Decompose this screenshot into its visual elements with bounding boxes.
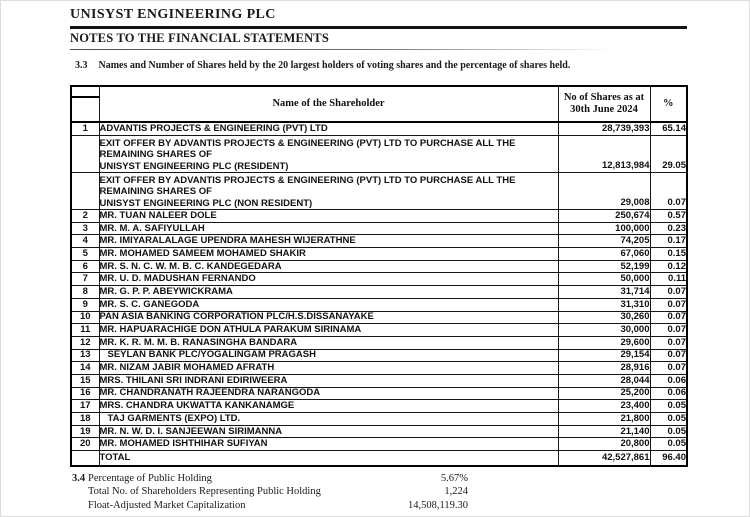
shareholder-name-cell: SEYLAN BANK PLC/YOGALINGAM PRAGASH [99, 349, 558, 362]
shareholder-name-cell: MR. K. R. M. M. B. RANASINGHA BANDARA [99, 336, 558, 349]
percent-cell: 0.11 [650, 273, 687, 286]
shares-cell: 50,000 [558, 273, 650, 286]
percent-cell: 0.12 [650, 260, 687, 273]
shares-cell: 29,154 [558, 349, 650, 362]
rank-cell: 7 [71, 273, 99, 286]
shares-cell: 25,200 [558, 387, 650, 400]
page-title: NOTES TO THE FINANCIAL STATEMENTS [70, 31, 329, 45]
table-row [71, 122, 687, 136]
percent-cell: 96.40 [650, 451, 687, 466]
section-3-4 [72, 473, 468, 513]
shares-cell: 30,000 [558, 324, 650, 337]
section-3-4-number: 3.4 [72, 473, 86, 484]
company-title: UNISYST ENGINEERING PLC [70, 7, 276, 22]
rank-cell: 10 [71, 311, 99, 324]
shareholder-name-cell: MR. HAPUARACHIGE DON ATHULA PARAKUM SIRINAMA [99, 324, 558, 337]
shareholder-name-cell: MR. N. W. D. I. SANJEEWAN SIRIMANNA [99, 425, 558, 438]
table-row [71, 260, 687, 273]
rank-cell: 1 [71, 122, 99, 136]
percent-cell: 0.05 [650, 413, 687, 426]
table-row [71, 425, 687, 438]
shares-cell: 100,000 [558, 222, 650, 235]
rank-cell: 13 [71, 349, 99, 362]
shares-cell: 30,260 [558, 311, 650, 324]
shares-cell: 31,310 [558, 298, 650, 311]
section-3-3-number: 3.3 [75, 60, 88, 71]
shareholders-tbody [71, 122, 687, 466]
market-cap-row [72, 500, 468, 513]
shares-column-header [558, 86, 650, 122]
rank-cell: 6 [71, 260, 99, 273]
subtitle-underline [70, 49, 615, 50]
rank-cell: 16 [71, 387, 99, 400]
shares-cell: 21,140 [558, 425, 650, 438]
public-holding-label: Percentage of Public Holding [88, 473, 212, 484]
shares-cell: 20,800 [558, 438, 650, 451]
shareholder-name-cell: MR. M. A. SAFIYULLAH [99, 222, 558, 235]
rank-cell: 15 [71, 374, 99, 387]
table-row [71, 362, 687, 375]
section-3-3-text: Names and Number of Shares held by the 20 largest holders of voting shares and the percentage of shares held. [98, 60, 571, 71]
shareholder-name-cell: PAN ASIA BANKING CORPORATION PLC/H.S.DISSANAYAKE [99, 311, 558, 324]
rank-cell: 18 [71, 413, 99, 426]
shareholders-count-label: Total No. of Shareholders Representing Public Holding [88, 486, 321, 498]
shares-cell: 21,800 [558, 413, 650, 426]
percent-cell: 0.17 [650, 235, 687, 248]
shares-cell: 28,044 [558, 374, 650, 387]
rank-cell: 11 [71, 324, 99, 337]
shareholder-name-cell: MR. S. N. C. W. M. B. C. KANDEGEDARA [99, 260, 558, 273]
shares-cell: 42,527,861 [558, 451, 650, 466]
shares-cell: 67,060 [558, 248, 650, 261]
percent-cell: 0.57 [650, 210, 687, 223]
shares-cell: 29,008 [558, 173, 650, 210]
rank-column-header [71, 86, 99, 122]
shareholder-name-cell: TAJ GARMENTS (EXPO) LTD. [99, 413, 558, 426]
shares-cell: 28,739,393 [558, 122, 650, 136]
table-row [71, 324, 687, 337]
table-row [71, 222, 687, 235]
table-header [71, 86, 687, 122]
percent-cell: 0.07 [650, 173, 687, 210]
percent-cell: 0.06 [650, 387, 687, 400]
percent-cell: 0.07 [650, 286, 687, 299]
rank-cell: 5 [71, 248, 99, 261]
shareholder-name-cell: MRS. THILANI SRI INDRANI EDIRIWEERA [99, 374, 558, 387]
rank-cell: 12 [71, 336, 99, 349]
shares-cell: 31,714 [558, 286, 650, 299]
table-row [71, 286, 687, 299]
shares-cell: 74,205 [558, 235, 650, 248]
table-row [71, 311, 687, 324]
percent-cell: 0.07 [650, 324, 687, 337]
shares-cell: 52,199 [558, 260, 650, 273]
table-row [71, 136, 687, 173]
rank-cell [71, 136, 99, 173]
percent-cell: 0.05 [650, 425, 687, 438]
shares-header-line1: No of Shares as at [563, 91, 645, 103]
percent-cell: 65.14 [650, 122, 687, 136]
rank-cell: 4 [71, 235, 99, 248]
shares-cell: 12,813,984 [558, 136, 650, 173]
market-cap-label: Float-Adjusted Market Capitalization [88, 499, 246, 511]
shareholder-name-cell: EXIT OFFER BY ADVANTIS PROJECTS & ENGINEERING (PVT) LTD TO PURCHASE ALL THE REMAINING SHARES OF UNISYST ENGINEERING PLC (RESIDENT) [99, 136, 558, 173]
percent-cell: 29.05 [650, 136, 687, 173]
rank-cell: 20 [71, 438, 99, 451]
shareholder-name-cell: TOTAL [99, 451, 558, 466]
shareholder-name-cell: MR. IMIYARALALAGE UPENDRA MAHESH WIJERATHNE [99, 235, 558, 248]
shareholder-name-cell: MR. G. P. P. ABEYWICKRAMA [99, 286, 558, 299]
rank-cell: 9 [71, 298, 99, 311]
table-row [71, 336, 687, 349]
shareholders-table [70, 85, 688, 467]
table-row [71, 173, 687, 210]
public-holding-value: 5.67% [440, 473, 468, 484]
table-row [71, 387, 687, 400]
shareholder-name-cell: MR. TUAN NALEER DOLE [99, 210, 558, 223]
shareholder-name-cell: MR. CHANDRANATH RAJEENDRA NARANGODA [99, 387, 558, 400]
percent-cell: 0.06 [650, 374, 687, 387]
percent-cell: 0.07 [650, 298, 687, 311]
rank-cell: 19 [71, 425, 99, 438]
table-row [71, 298, 687, 311]
shares-cell: 23,400 [558, 400, 650, 413]
rank-cell [71, 173, 99, 210]
shareholder-name-cell: MR. MOHAMED SAMEEM MOHAMED SHAKIR [99, 248, 558, 261]
shareholder-name-cell: MR. U. D. MADUSHAN FERNANDO [99, 273, 558, 286]
table-row [71, 438, 687, 451]
percent-cell: 0.07 [650, 349, 687, 362]
title-underline [70, 26, 687, 29]
shares-cell: 250,674 [558, 210, 650, 223]
percent-cell: 0.07 [650, 336, 687, 349]
rank-cell: 17 [71, 400, 99, 413]
table-row [71, 349, 687, 362]
shareholder-name-cell: MR. MOHAMED ISHTHIHAR SUFIYAN [99, 438, 558, 451]
percent-cell: 0.07 [650, 311, 687, 324]
percent-cell: 0.15 [650, 248, 687, 261]
public-holding-row [72, 473, 468, 486]
table-row [71, 210, 687, 223]
rank-cell: 14 [71, 362, 99, 375]
total-row [71, 451, 687, 466]
table-row [71, 374, 687, 387]
percent-cell: 0.05 [650, 438, 687, 451]
market-cap-value: 14,508,119.30 [408, 499, 468, 511]
rank-cell: 2 [71, 210, 99, 223]
shareholder-name-cell: ADVANTIS PROJECTS & ENGINEERING (PVT) LTD [99, 122, 558, 136]
table-row [71, 273, 687, 286]
table-row [71, 235, 687, 248]
section-3-3-heading [75, 60, 570, 71]
header-split-line [71, 96, 100, 98]
shareholder-name-cell: MRS. CHANDRA UKWATTA KANKANAMGE [99, 400, 558, 413]
shares-header-line2: 30th June 2024 [570, 104, 638, 115]
rank-cell: 3 [71, 222, 99, 235]
shareholder-name-cell: MR. S. C. GANEGODA [99, 298, 558, 311]
percent-cell: 0.23 [650, 222, 687, 235]
shareholder-name-cell: EXIT OFFER BY ADVANTIS PROJECTS & ENGINEERING (PVT) LTD TO PURCHASE ALL THE REMAINING SHARES OF UNISYST ENGINEERING PLC (NON RESIDENT) [99, 173, 558, 210]
shareholders-count-row [72, 486, 468, 499]
shareholder-name-cell: MR. NIZAM JABIR MOHAMED AFRATH [99, 362, 558, 375]
shares-cell: 28,916 [558, 362, 650, 375]
percent-cell: 0.05 [650, 400, 687, 413]
percent-cell: 0.07 [650, 362, 687, 375]
name-column-header: Name of the Shareholder [99, 86, 558, 122]
table-row [71, 413, 687, 426]
shares-cell: 29,600 [558, 336, 650, 349]
percent-column-header: % [650, 86, 687, 122]
rank-cell [71, 451, 99, 466]
shareholders-count-value: 1,224 [444, 486, 468, 498]
rank-cell: 8 [71, 286, 99, 299]
table-row [71, 400, 687, 413]
table-row [71, 248, 687, 261]
